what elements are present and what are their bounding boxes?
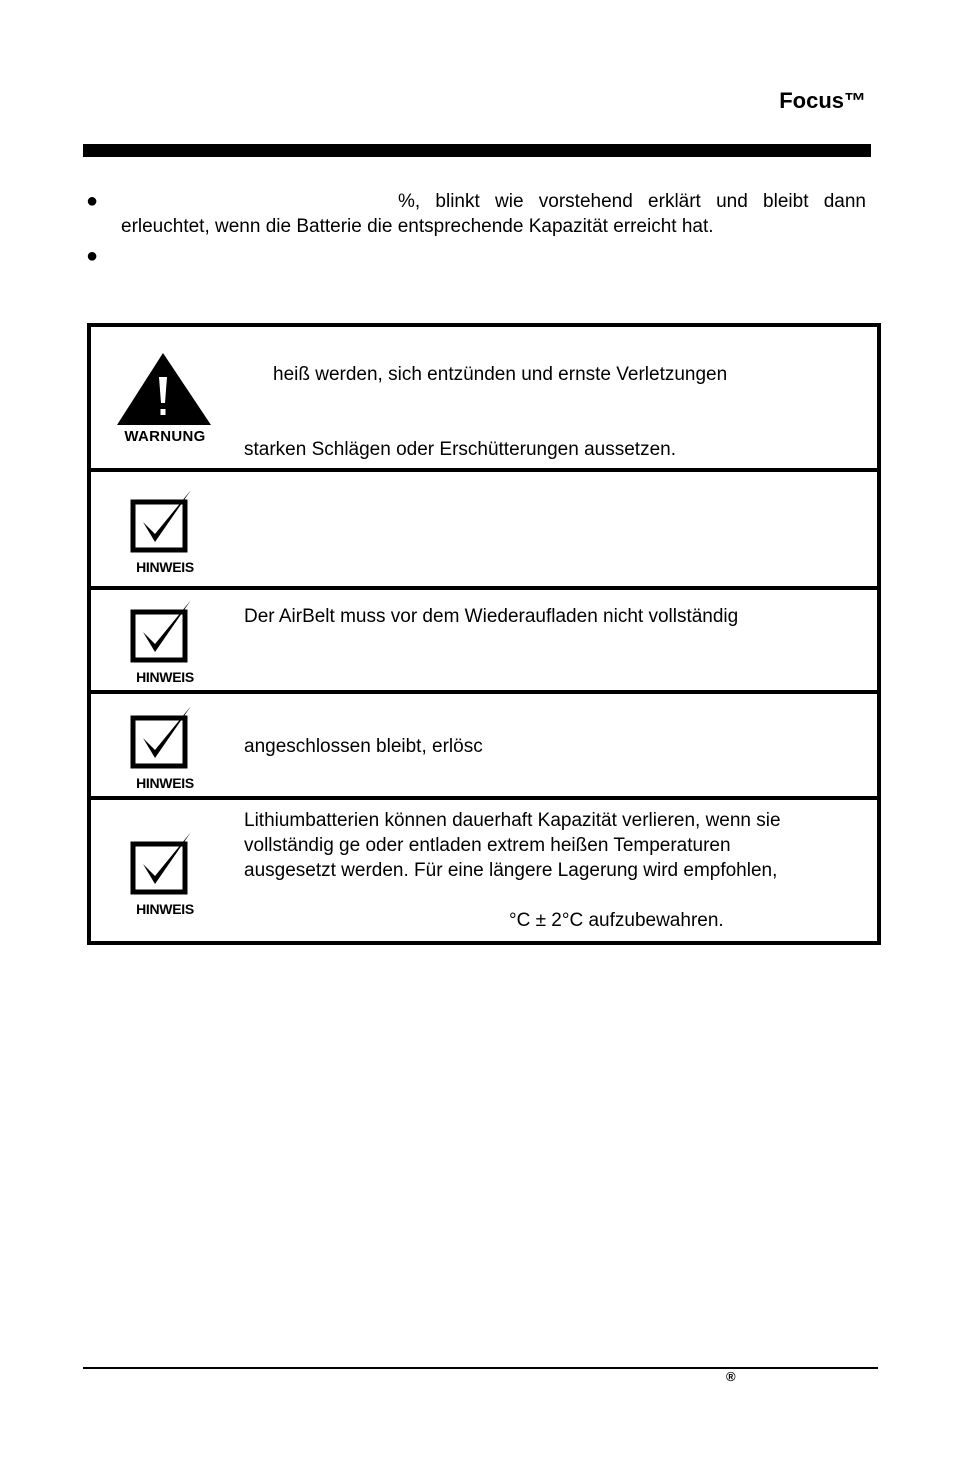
warning-label: WARNUNG xyxy=(124,428,206,445)
notice-table xyxy=(87,323,881,945)
page-header-title: Focus™ xyxy=(779,88,866,113)
notice-text-line: Der AirBelt muss vor dem Wiederaufladen nicht vollständig xyxy=(244,606,739,627)
checkbox-check-icon xyxy=(125,830,205,896)
hinweis-icon-cell xyxy=(91,704,239,791)
notice-row-warning xyxy=(91,327,877,468)
checkbox-check-icon xyxy=(125,488,205,554)
hinweis-icon-cell xyxy=(91,598,239,685)
hinweis-icon-cell xyxy=(91,830,239,917)
notice-text-line: ausgesetzt werden. Für eine längere Lagerung wird empfohlen, xyxy=(244,860,778,881)
hinweis-icon-cell xyxy=(91,488,239,575)
checkbox-check-icon xyxy=(125,704,205,770)
notice-row-hinweis xyxy=(91,800,877,941)
notice-text-line: starken Schlägen oder Erschütterungen aussetzen. xyxy=(244,439,676,460)
notice-row-hinweis xyxy=(91,472,877,586)
registered-mark: ® xyxy=(726,1369,736,1384)
footer-rule xyxy=(83,1367,878,1369)
checkbox-check-icon xyxy=(125,598,205,664)
hinweis-label: HINWEIS xyxy=(136,669,194,685)
hinweis-label: HINWEIS xyxy=(136,559,194,575)
notice-row-hinweis xyxy=(91,694,877,796)
notice-text-line: vollständig ge oder entladen extrem heißen Temperaturen xyxy=(244,835,731,856)
header-rule xyxy=(83,144,871,157)
hinweis-label: HINWEIS xyxy=(136,901,194,917)
notice-row-hinweis xyxy=(91,590,877,690)
notice-text-line: heiß werden, sich entzünden und ernste Verletzungen xyxy=(273,364,728,385)
hinweis-label: HINWEIS xyxy=(136,775,194,791)
bullet-text-line-1: %, blinkt wie vorstehend erklärt und bleibt dann xyxy=(398,191,866,212)
warning-triangle-icon xyxy=(115,349,215,427)
notice-text-line: Lithiumbatterien können dauerhaft Kapazität verlieren, wenn sie xyxy=(244,810,781,831)
warning-icon-cell xyxy=(91,349,239,445)
bullet-text-line-2: erleuchtet, wenn die Batterie die entsprechende Kapazität erreicht hat. xyxy=(121,216,714,237)
bullet-icon: ● xyxy=(86,245,99,267)
bullet-icon: ● xyxy=(86,190,99,212)
notice-text-line: angeschlossen bleibt, erlösc xyxy=(244,736,483,757)
notice-text-line: °C ± 2°C aufzubewahren. xyxy=(509,910,724,931)
